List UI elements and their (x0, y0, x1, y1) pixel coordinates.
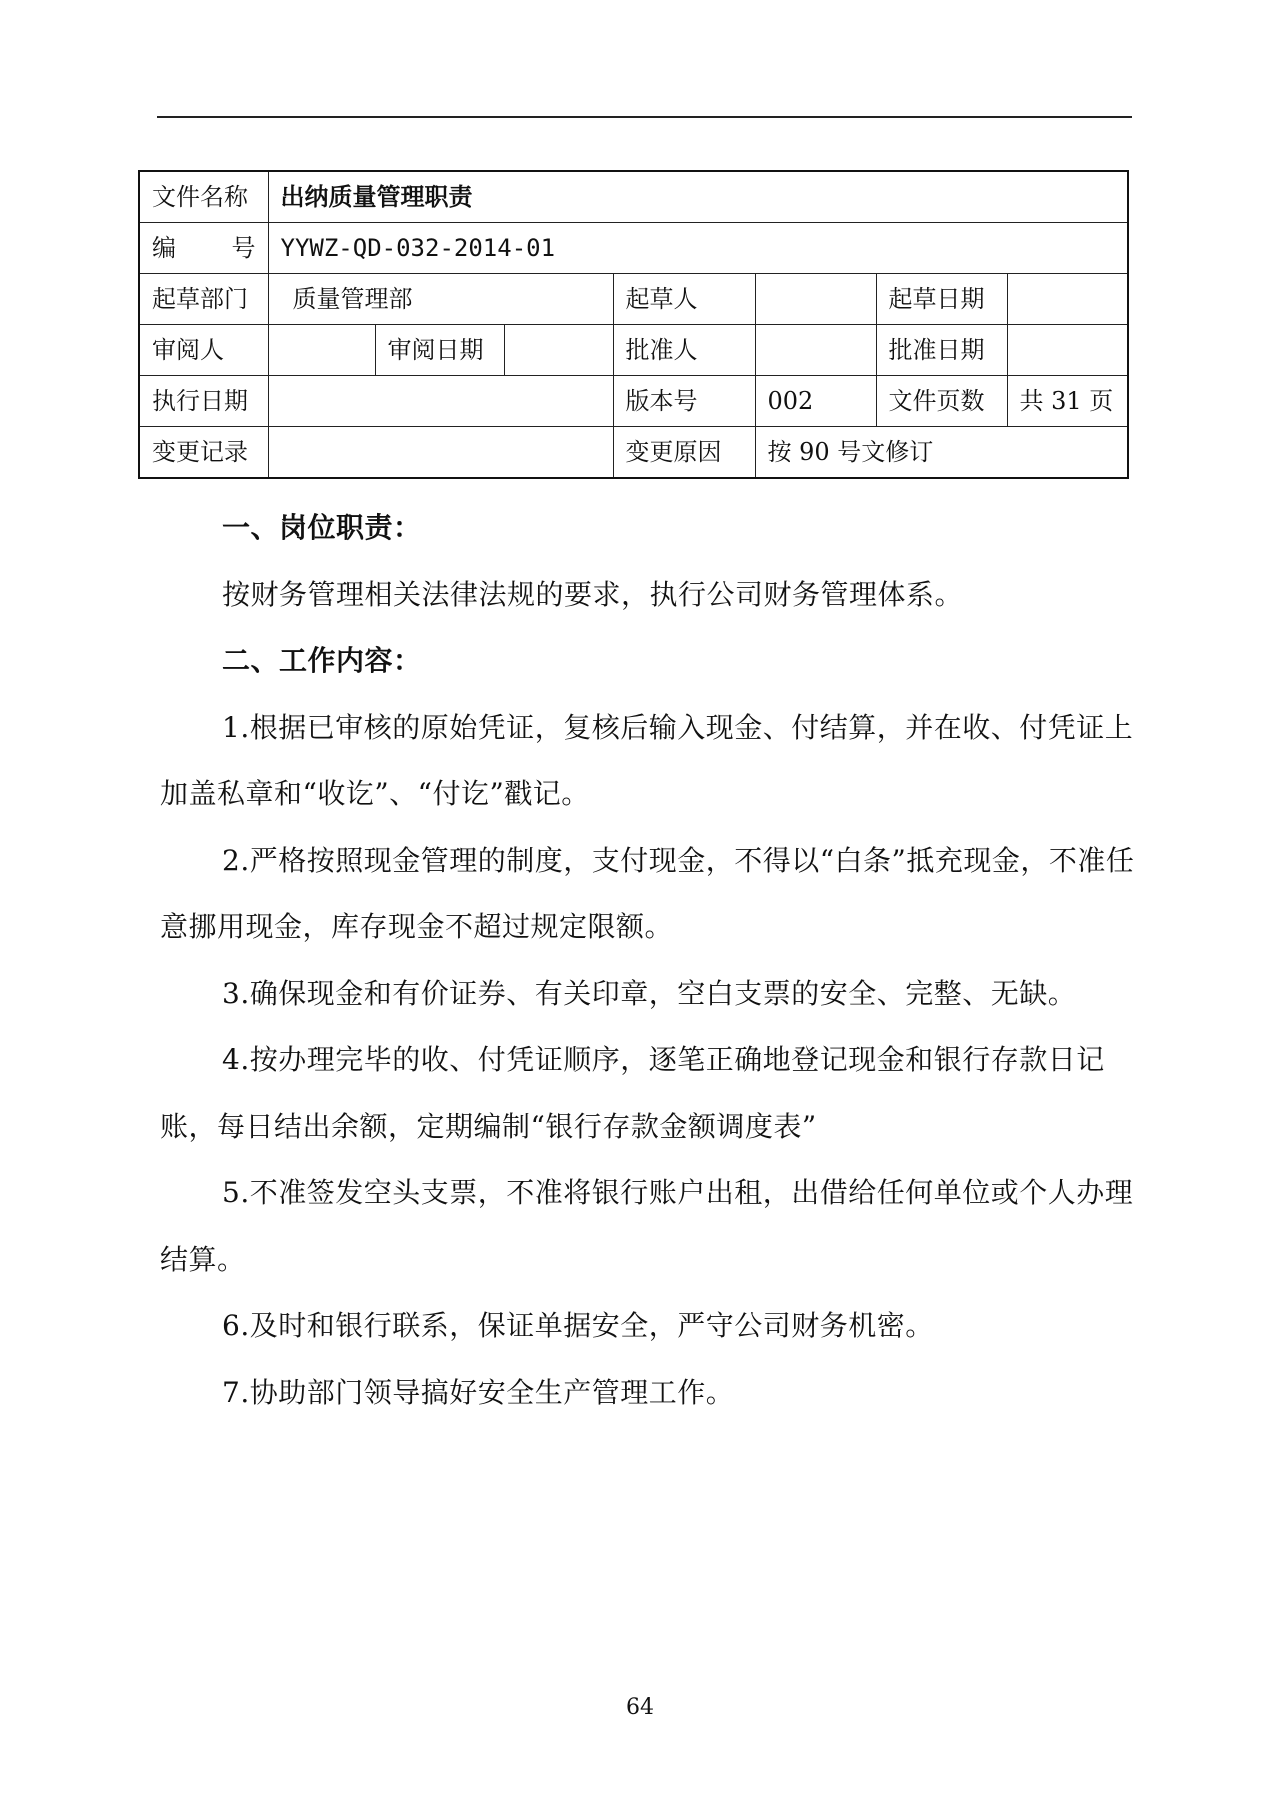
drafter-label: 起草人 (613, 274, 755, 325)
change-reason-value: 按 90 号文修订 (755, 427, 1128, 479)
header-rule (157, 116, 1132, 118)
reviewer-label: 审阅人 (139, 325, 268, 376)
table-row (139, 171, 1128, 223)
change-reason-label: 变更原因 (613, 427, 755, 479)
draft-date-value (1007, 274, 1128, 325)
approve-date-value (1007, 325, 1128, 376)
reviewer-value (268, 325, 375, 376)
pages-label: 文件页数 (876, 376, 1007, 427)
number-value: YYWZ-QD-032-2014-01 (268, 223, 1128, 274)
review-date-value (504, 325, 613, 376)
drafter-value (755, 274, 876, 325)
work-item-1: 1.根据已审核的原始凭证，复核后输入现金、付结算，并在收、付凭证上加盖私章和“收讫”、“付讫”戳记。 (160, 710, 1134, 810)
work-item-7: 7.协助部门领导搞好安全生产管理工作。 (222, 1375, 735, 1409)
page-number: 64 (626, 1695, 654, 1720)
number-label-b: 号 (231, 234, 256, 262)
approver-value (755, 325, 876, 376)
table-row (139, 325, 1128, 376)
exec-date-value (268, 376, 613, 427)
review-date-label: 审阅日期 (375, 325, 504, 376)
work-item-4: 4.按办理完毕的收、付凭证顺序，逐笔正确地登记现金和银行存款日记账，每日结出余额，定期编制“银行存款金额调度表” (160, 1043, 1105, 1143)
table-row (139, 376, 1128, 427)
change-record-label: 变更记录 (139, 427, 268, 479)
table-row (139, 274, 1128, 325)
version-label: 版本号 (613, 376, 755, 427)
approver-label: 批准人 (613, 325, 755, 376)
draft-dept-label: 起草部门 (139, 274, 268, 325)
document-info-table (138, 170, 1129, 479)
exec-date-label: 执行日期 (139, 376, 268, 427)
title-value: 出纳质量管理职责 (268, 171, 1128, 223)
table-row (139, 223, 1128, 274)
work-item-2: 2.严格按照现金管理的制度，支付现金，不得以“白条”抵充现金，不准任意挪用现金，库存现金不超过规定限额。 (160, 843, 1135, 943)
table-row (139, 427, 1128, 479)
duties-paragraph: 按财务管理相关法律法规的要求，执行公司财务管理体系。 (222, 577, 964, 611)
work-item-5: 5.不准签发空头支票，不准将银行账户出租，出借给任何单位或个人办理结算。 (160, 1176, 1134, 1276)
section-heading-work: 二、工作内容： (222, 644, 422, 677)
section-heading-duties: 一、岗位职责： (222, 511, 422, 544)
title-label: 文件名称 (139, 171, 268, 223)
approve-date-label: 批准日期 (876, 325, 1007, 376)
work-item-3: 3.确保现金和有价证券、有关印章，空白支票的安全、完整、无缺。 (222, 976, 1077, 1010)
draft-date-label: 起草日期 (876, 274, 1007, 325)
number-label (139, 223, 268, 274)
change-record-value (268, 427, 613, 479)
version-value: 002 (755, 376, 876, 427)
work-item-6: 6.及时和银行联系，保证单据安全，严守公司财务机密。 (222, 1309, 934, 1342)
document-body (160, 495, 1135, 1426)
pages-value: 共 31 页 (1007, 376, 1128, 427)
number-label-a: 编 (152, 234, 176, 262)
draft-dept-value: 质量管理部 (268, 274, 613, 325)
